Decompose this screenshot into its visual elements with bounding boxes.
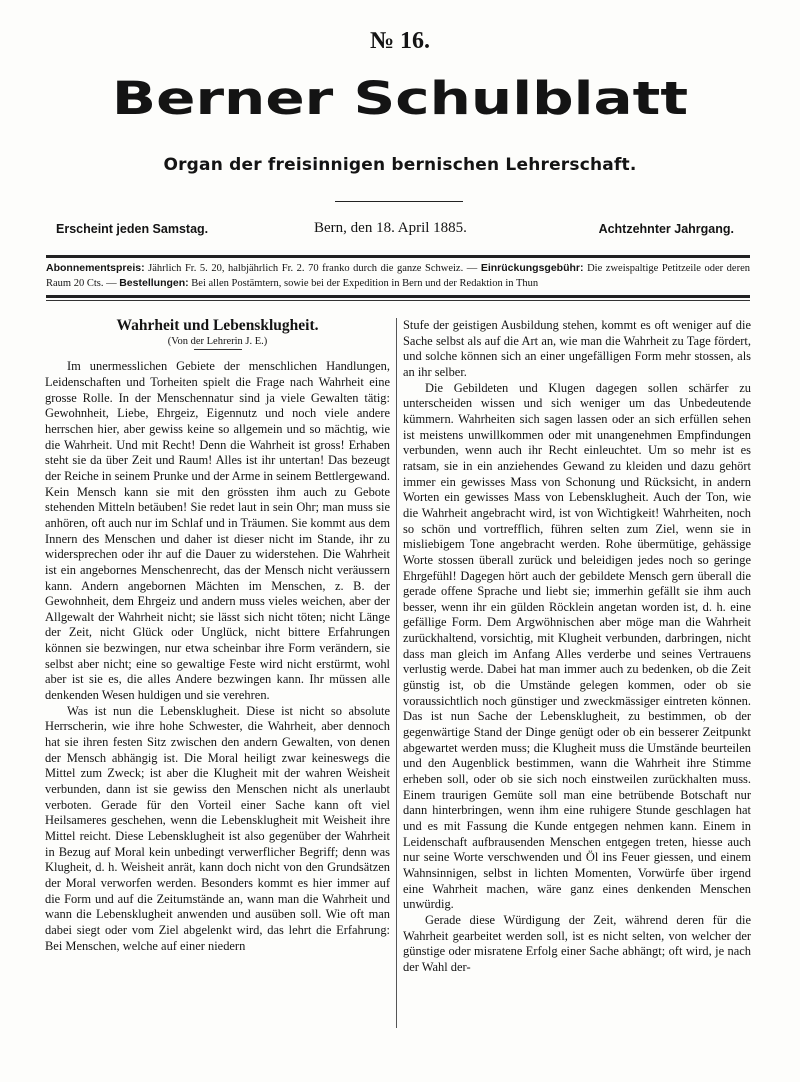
article-paragraph: Was ist nun die Lebensklugheit. Diese ist nicht so absolute Herrscherin, wie ihre hohe Schwester, die Wahrheit, aber dennoch hat sie ihren festen Sitz zwischen den andern Gewalten, von denen der Mensch abhängig ist. Die Moral heiligt zwar keineswegs die Mittel zum Zweck; ist aber die Klugheit mit der wahren Weisheit verbunden, dann ist sie gewiss den Menschen nicht als unerlaubt verboten. Gerade für den Vorteil einer Sache kann oft viel Heilsameres geschehen, wenn die Lebensklugheit mit Weisheit ihre Mittel reicht. Diese Lebensklugheit ist also gegenüber der Wahrheit in Bezug auf Moral kein unbedingt verwerflicher Begriff; denn was Klugheit, d. h. Weisheit anrät, kann doch nicht von den Grundsätzen der Moral verworfen werden. Besonders kommt es hier immer auf die Form und auf die Zeitumstände an, wann man die Wahrheit und wann die Lebensklugheit anwenden und ausüben soll. Wie oft man dabei siegt oder vom Ziel abgelenkt wird, das lehrt die Erfahrung: Bei Menschen, welche auf einer niedern	[45, 703, 390, 953]
header-rule-bottom	[46, 295, 750, 298]
masthead-subtitle: Organ der freisinnigen bernischen Lehrerschaft.	[163, 155, 637, 175]
publication-date: Bern, den 18. April 1885.	[314, 220, 467, 236]
article-title: Wahrheit und Lebensklugheit.	[116, 317, 319, 334]
article-title-rule	[194, 349, 242, 350]
orders-label: Bestellungen:	[119, 277, 189, 289]
header-rule-top	[46, 255, 750, 258]
subscription-notice	[46, 261, 750, 291]
publication-info-row	[56, 222, 734, 242]
subscription-text: Jährlich Fr. 5. 20, halbjährlich Fr. 2. 70 franko durch die ganze Schweiz. —	[144, 263, 481, 274]
article-paragraph: Stufe der geistigen Ausbildung stehen, kommt es oft weniger auf die Sache selbst als auf die Art an, wie man die Wahrheit zu Tage fördert, und solche können sich an einer ungefälligen Form mehr stossen, als an ihr selber.	[403, 318, 751, 379]
insertion-text: Die zweispaltige Petitzeile oder deren Raum 20 Cts. —	[46, 263, 750, 289]
column-divider	[396, 318, 397, 1028]
article-column-left	[45, 318, 390, 954]
insertion-label: Einrückungsgebühr:	[480, 262, 584, 274]
article-paragraph: Im unermesslichen Gebiete der menschlichen Handlungen, Leidenschaften und Torheiten spielt die Frage nach Wahrheit eine grosse Rolle. In der Menschennatur sind ja viele Gewalten tätig: Gewohnheit, Liebe, Ehrgeiz, Eigennutz und noch viele andere herrschen hier, aber gewiss keine so allgemein und so mächtig, wie die Wahrheit. Und mit Recht! Denn die Wahrheit ist gross! Erhaben steht sie da über Zeit und Raum! Alles ist ihr untertan! Das bezeugt der Reiche in seinem Prunke und der Arme in seinem Bettlergewand. Kein Mensch kann sie mit den grössten ihm auch zu Gebote stehenden Mitteln betäuben! Sie redet laut in sein Ohr; man muss sie anhören, oft auch nur im Schlaf und in Träumen. Sie kommt aus dem Innern des Menschen und daher ist dieser nicht im Stande, ihr zu widersprechen oder ihr auf die Dauer zu widerstehen. Die Wahrheit ist ein angebornes Menschenrecht, das der Mensch nicht veräussern kann. Andern angebornen Mächten im Menschen, z. B. der Gewohnheit, dem Ehrgeiz und andern muss vieles weichen, aber der Allgewalt der Wahrheit nicht; sie lässt sich nicht töten; nicht Länge der Zeit, nicht Glück oder Unglück, nicht bittere Erfahrungen können sie bezwingen, nur etwa scheinbar ihre Form verändern, sie selbst aber nicht; eine so gewaltige Feste wird nicht erstürmt, wohl aber ist sie es, die alles Andere bezwingen kann. Ihr müssen alle denkenden Wesen huldigen und sie verehren.	[45, 359, 390, 703]
publication-volume: Achtzehnter Jahrgang.	[598, 222, 734, 236]
title-divider	[335, 201, 463, 202]
article-paragraph: Die Gebildeten und Klugen dagegen sollen schärfer zu unterscheiden wissen und sich weniger um das Unbedeutende kümmern. Wahrheiten sich sagen lassen oder an sich erfüllen sehen ist meistens unwillkommen oder mit unangenehmen Empfindungen verbunden, wenn auch ihr Recht einleuchtet. Um so mehr ist es ratsam, sie in ein anziehendes Gewand zu kleiden und dazu gehört immer ein gewisses Mass von Schonung und Rücksicht, in andern Worten ein gewisses Mass von Lebensklugheit. Auch der Ton, wie die Wahrheit angebracht wird, ist von Wichtigkeit! Wahrheiten, noch so schön und vortrefflich, führen selten zum Ziel, wenn sie in misliebigem Tone angebracht werden. Rohe übermütige, gehässige Worte stossen überall zurück und beleidigen jedes noch so geringe Ehrgefühl! Dagegen hört auch der gebildete Mensch gern überall die gerade offene Sprache und liebt sie; immerhin gefällt sie ihm auch besser, wenn ihr ein gülden Röcklein angetan worden ist, d. h. eine gefällige Form. Dem Argwöhnischen aber möge man die Wahrheit zurückhaltend, vorsichtig, mit Klugheit verbunden, darbringen, nicht dass man gleich im Anfang Alles verderbe und seines Vertrauens verlustig werde. Dabei hat man immer auch zu bedenken, ob die Zeit günstig ist, ob die Umstände gelegen kommen, oder ob sie voraussichtlich noch günstiger und zweckmässiger eintreten können. Das ist nun Sache der Lebensklugheit, zu bestimmen, ob der gegenwärtige Stand der Dinge genügt oder ob ein besserer Zeitpunkt abgewartet werden muss; die Klugheit muss die Umstände beurteilen und den Augenblick bestimmen, wann die Wahrheit ihre Stimme erheben soll, oder ob sie sich noch einstweilen zurückhalten muss. Einem traurigen Gemüte soll man eine betrübende Botschaft nur dann hinterbringen, wenn ihm eine ruhigere Stunde geschlagen hat und es mit Fassung die Kunde entgegen nehmen kann. Einem in Leidenschaft aufbrausenden Menschen entgegen treten, hiesse auch nur seine Worte verschwenden und Öl ins Feuer giessen, und einem Wahnsinnigen, selbst in lichten Momenten, Vorwürfe über irgend eine Wahrheit machen, wäre ganz eines denkenden Menschen unwürdig.	[403, 380, 751, 912]
masthead-title: Berner Schulblatt	[111, 72, 689, 126]
subscription-label: Abonnementspreis:	[46, 262, 145, 274]
article-paragraph: Gerade diese Würdigung der Zeit, während deren für die Wahrheit gearbeitet werden soll, ist es nicht selten, von welcher der günstige oder misratene Erfolg einer Sache abhängt; oft wird, je nach der Wahl der-	[403, 912, 751, 974]
orders-text: Bei allen Postämtern, sowie bei der Expedition in Bern und der Redaktion in Thun	[188, 278, 539, 289]
header-rule-bottom-thin	[46, 300, 750, 301]
article-column-right	[403, 318, 751, 976]
article-author: (Von der Lehrerin J. E.)	[167, 335, 268, 347]
publication-frequency: Erscheint jeden Samstag.	[56, 222, 209, 236]
issue-number: № 16.	[369, 28, 431, 54]
